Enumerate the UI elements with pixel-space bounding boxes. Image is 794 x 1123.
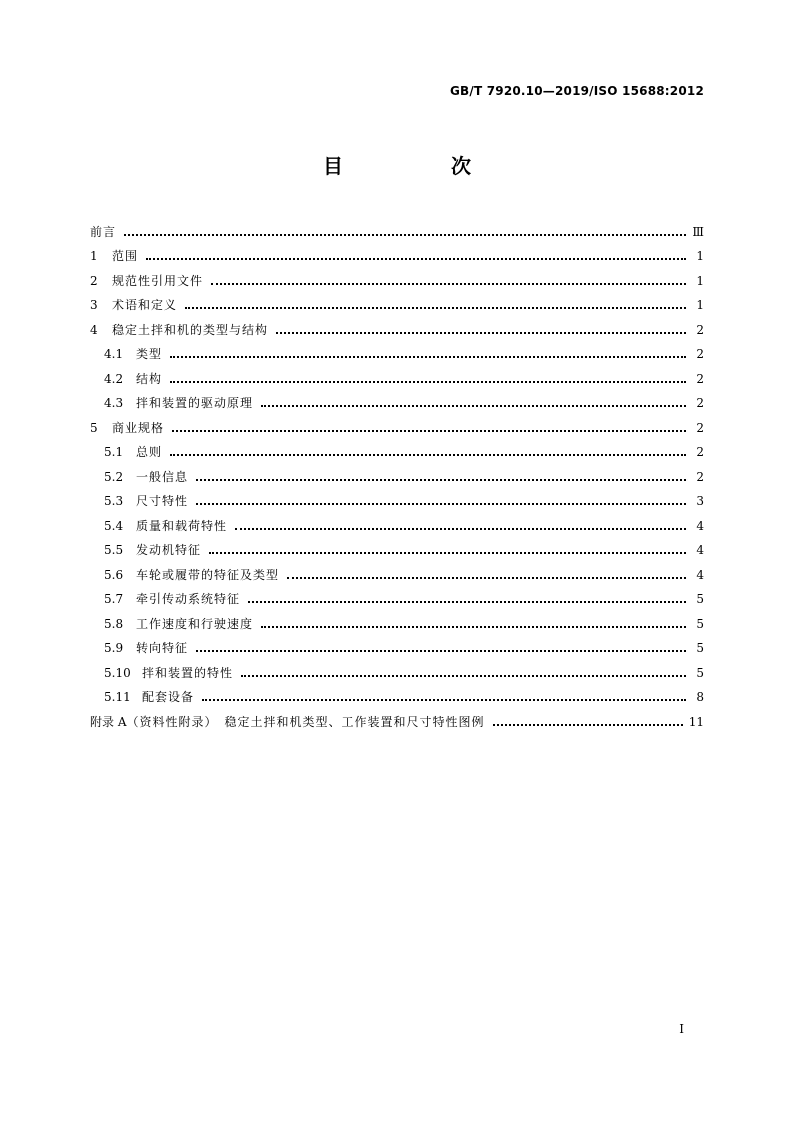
toc-page: 8 xyxy=(696,690,704,704)
toc-label: 转向特征 xyxy=(136,641,189,655)
toc-page: 5 xyxy=(696,641,704,655)
toc-label: 配套设备 xyxy=(142,690,195,704)
toc-number: 5.9 xyxy=(104,641,124,655)
toc-entry-5-6[interactable] xyxy=(90,558,704,583)
toc-label: 术语和定义 xyxy=(112,298,178,312)
dot-leader xyxy=(196,650,686,652)
toc-number: 5.7 xyxy=(104,592,124,606)
toc-number: 3 xyxy=(90,298,98,312)
dot-leader xyxy=(170,356,686,358)
toc-page: 4 xyxy=(696,518,704,533)
toc-entry-5-11[interactable] xyxy=(90,681,704,706)
toc-label: 规范性引用文件 xyxy=(112,273,204,288)
toc-number: 2 xyxy=(90,273,98,288)
toc-label: 质量和载荷特性 xyxy=(136,518,228,533)
toc-page: 5 xyxy=(696,592,704,606)
toc-label: 一般信息 xyxy=(136,469,189,484)
toc-entry-4[interactable] xyxy=(90,313,704,338)
toc-entry-4-1[interactable] xyxy=(90,338,704,363)
toc-page: 2 xyxy=(696,347,704,361)
toc-entry-foreword[interactable] xyxy=(90,215,704,240)
dot-leader xyxy=(202,699,686,701)
toc-entry-5-7[interactable] xyxy=(90,583,704,608)
toc-page: 3 xyxy=(696,494,704,508)
toc-number: 4.3 xyxy=(104,396,124,410)
dot-leader xyxy=(172,430,686,432)
toc-number: 5.8 xyxy=(104,616,124,631)
dot-leader xyxy=(196,479,686,481)
toc-page: Ⅲ xyxy=(692,224,704,239)
toc-entry-5-8[interactable] xyxy=(90,607,704,632)
toc-page: 2 xyxy=(696,371,704,386)
toc-label: 工作速度和行驶速度 xyxy=(136,616,254,631)
dot-leader xyxy=(185,307,686,309)
toc-entry-5[interactable] xyxy=(90,411,704,436)
toc-page: 4 xyxy=(696,543,704,557)
toc-entry-annex-a[interactable] xyxy=(90,705,704,730)
toc-label: 发动机特征 xyxy=(136,543,202,557)
toc-number: 5 xyxy=(90,420,98,435)
toc-page: 2 xyxy=(696,322,704,337)
toc-entry-5-5[interactable] xyxy=(90,534,704,559)
dot-leader xyxy=(261,626,686,628)
toc-number: 1 xyxy=(90,249,98,263)
dot-leader xyxy=(248,601,686,603)
dot-leader xyxy=(276,332,686,334)
toc-number: 4.2 xyxy=(104,371,124,386)
toc-number: 5.3 xyxy=(104,494,124,508)
dot-leader xyxy=(196,503,686,505)
toc-number: 5.2 xyxy=(104,469,124,484)
toc-page: 1 xyxy=(696,273,704,288)
dot-leader xyxy=(261,405,686,407)
toc-entry-5-1[interactable] xyxy=(90,436,704,461)
toc-number: 5.11 xyxy=(104,690,131,704)
toc-number: 5.1 xyxy=(104,445,124,459)
toc-label: 尺寸特性 xyxy=(136,494,189,508)
toc-label: 拌和装置的特性 xyxy=(142,665,234,680)
toc-page: 11 xyxy=(688,714,704,729)
toc-page: 2 xyxy=(696,469,704,484)
page-number: Ⅰ xyxy=(679,1022,684,1036)
toc-entry-5-9[interactable] xyxy=(90,632,704,657)
dot-leader xyxy=(146,258,686,260)
dot-leader xyxy=(241,675,686,677)
toc-label: 商业规格 xyxy=(112,420,165,435)
toc-label: 拌和装置的驱动原理 xyxy=(136,396,254,410)
dot-leader xyxy=(287,577,686,579)
toc-entry-5-10[interactable] xyxy=(90,656,704,681)
toc-page: 5 xyxy=(696,665,704,680)
toc-entry-1[interactable] xyxy=(90,240,704,265)
toc-label: 范围 xyxy=(112,249,139,263)
toc-number: 5.5 xyxy=(104,543,124,557)
toc-page: 2 xyxy=(696,420,704,435)
toc-label: 车轮或履带的特征及类型 xyxy=(136,567,280,582)
toc-entry-5-3[interactable] xyxy=(90,485,704,510)
toc-number: 4.1 xyxy=(104,347,124,361)
dot-leader xyxy=(170,381,686,383)
standard-code: GB/T 7920.10—2019/ISO 15688:2012 xyxy=(449,84,704,98)
toc-page: 2 xyxy=(696,396,704,410)
toc-page: 5 xyxy=(696,616,704,631)
dot-leader xyxy=(209,552,686,554)
dot-leader xyxy=(235,528,686,530)
toc-number: 4 xyxy=(90,322,98,337)
page-title: 目 次 xyxy=(323,154,515,178)
dot-leader xyxy=(170,454,686,456)
toc-number: 5.4 xyxy=(104,518,124,533)
toc-entry-2[interactable] xyxy=(90,264,704,289)
toc-number: 5.10 xyxy=(104,665,131,680)
toc-entry-3[interactable] xyxy=(90,289,704,314)
toc-entry-5-2[interactable] xyxy=(90,460,704,485)
toc-label: 前言 xyxy=(90,224,117,239)
toc-label: 牵引传动系统特征 xyxy=(136,592,241,606)
toc-entry-5-4[interactable] xyxy=(90,509,704,534)
toc-label: （资料性附录） 稳定土拌和机类型、工作装置和尺寸特性图例 xyxy=(126,714,485,729)
toc-label: 类型 xyxy=(136,347,163,361)
dot-leader xyxy=(493,724,683,726)
dot-leader xyxy=(211,283,686,285)
toc-page: 1 xyxy=(696,298,704,312)
toc-entry-4-2[interactable] xyxy=(90,362,704,387)
toc-page: 2 xyxy=(696,445,704,459)
table-of-contents xyxy=(90,215,704,730)
dot-leader xyxy=(124,234,686,236)
toc-page: 4 xyxy=(696,567,704,582)
toc-page: 1 xyxy=(696,249,704,263)
toc-label: 结构 xyxy=(136,371,163,386)
toc-label: 稳定土拌和机的类型与结构 xyxy=(112,322,269,337)
toc-label: 总则 xyxy=(136,445,163,459)
toc-number: 附录 A xyxy=(90,714,127,729)
toc-entry-4-3[interactable] xyxy=(90,387,704,412)
toc-number: 5.6 xyxy=(104,567,124,582)
